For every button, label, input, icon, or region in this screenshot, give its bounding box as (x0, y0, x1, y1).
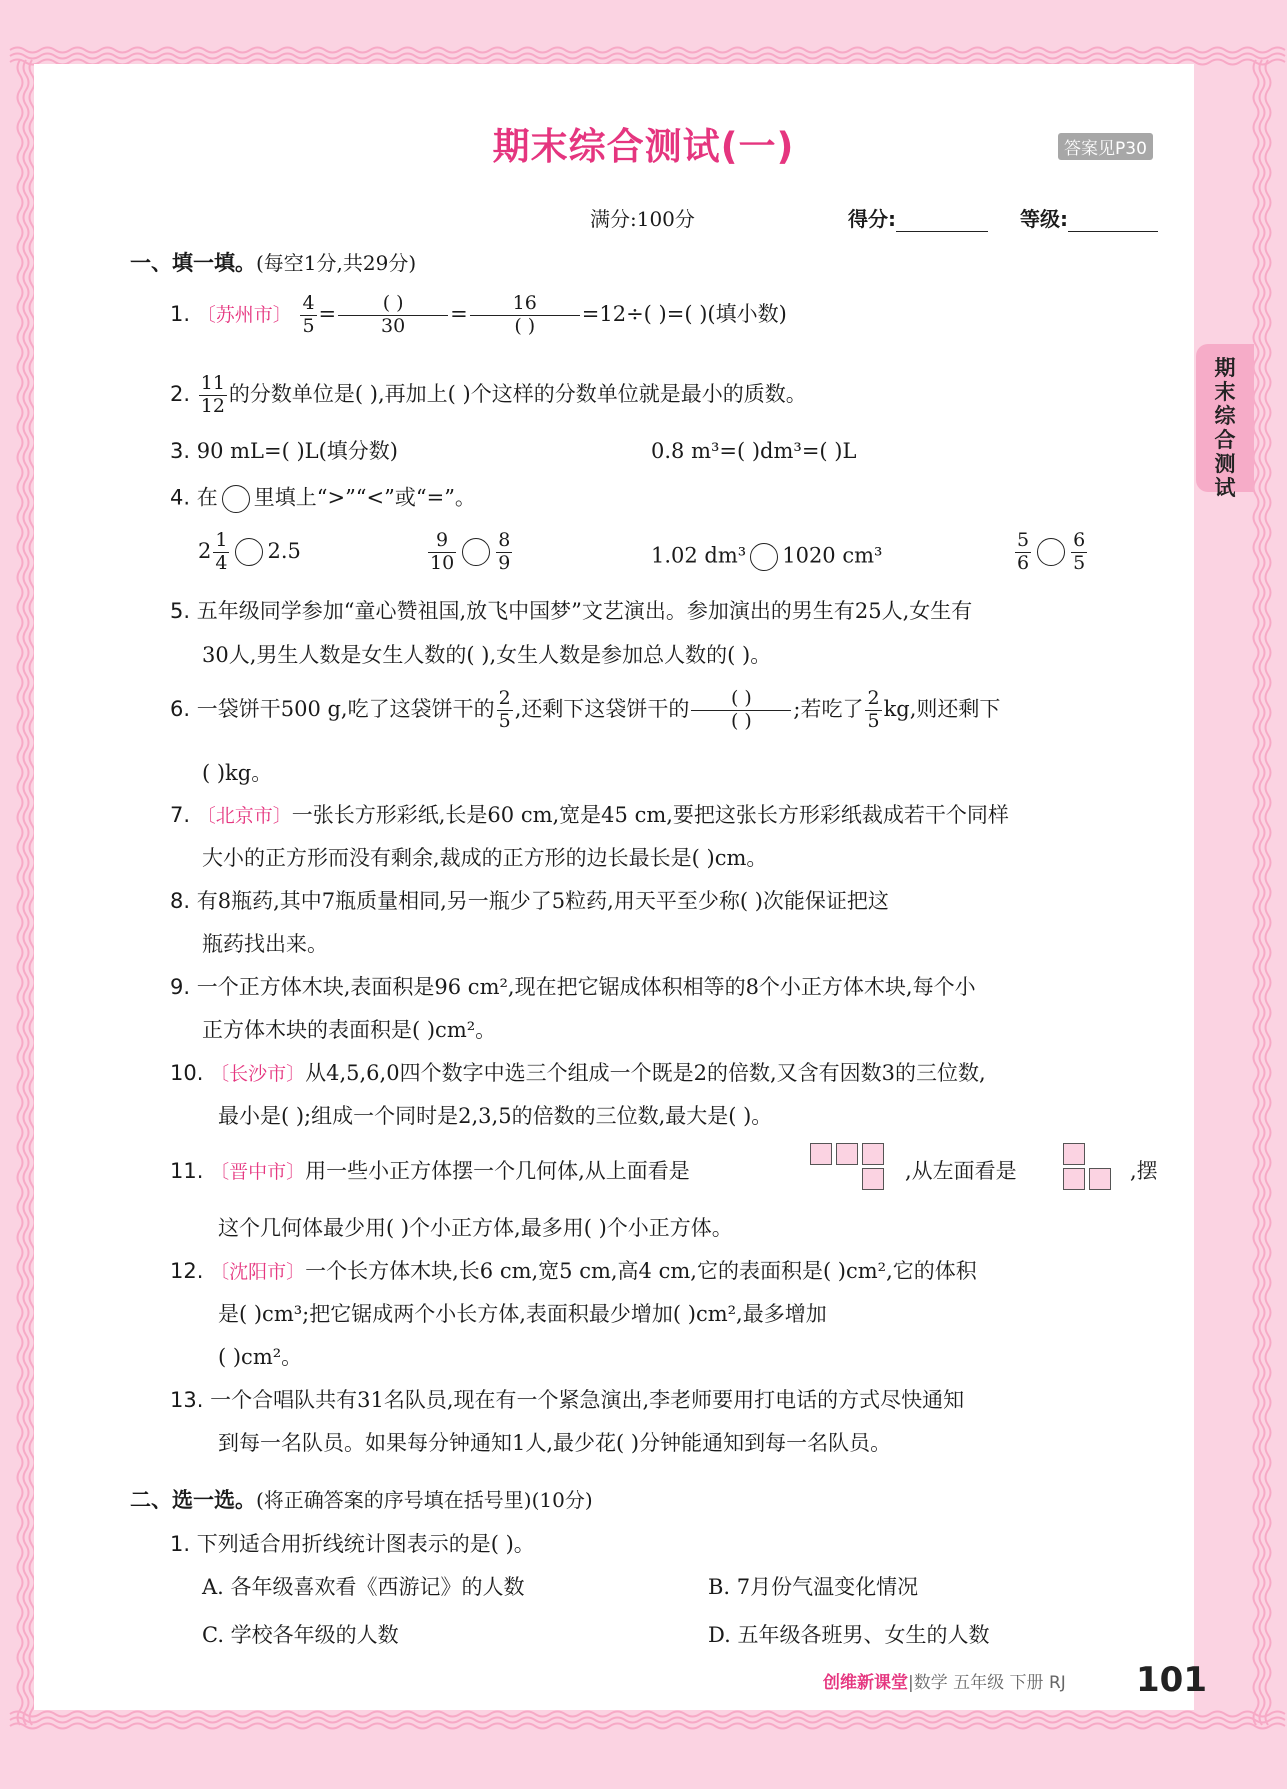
top-view-figure (810, 1143, 890, 1193)
question-number: 9. (170, 975, 191, 999)
question-text: 五年级同学参加“童心赞祖国,放飞中国梦”文艺演出。参加演出的男生有25人,女生有 (196, 599, 973, 623)
fraction: $\frac{9}{10}$ (430, 529, 455, 574)
question-text: 的分数单位是( ),再加上( )个这样的分数单位就是最小的质数。 (228, 381, 807, 406)
question-number: 1. (170, 301, 191, 326)
compare-item-1: 2 $\frac{1}{4}$ 2.5 (198, 529, 301, 574)
score-blank[interactable] (896, 211, 988, 232)
compare-circle[interactable] (462, 538, 490, 566)
left-view-figure (1063, 1143, 1123, 1193)
question-number: 12. (170, 1259, 204, 1283)
section-2-heading (130, 1484, 593, 1514)
question-4 (170, 485, 476, 513)
section-2-note: (将正确答案的序号填在括号里)(10分) (256, 1488, 593, 1512)
border-wave-line (1266, 60, 1271, 1725)
border-wave-line (10, 54, 1285, 59)
border-wave-line (10, 1718, 1285, 1723)
option-d[interactable]: D. 五年级各班男、女生的人数 (708, 1623, 990, 1647)
footer-subject: |数学 五年级 下册 RJ (908, 1673, 1066, 1693)
section-1-heading (130, 247, 416, 277)
question-number: 5. (170, 599, 191, 623)
question-text: 有8瓶药,其中7瓶质量相同,另一瓶少了5粒药,用天平至少称( )次能保证把这 (196, 889, 889, 913)
fraction-blank[interactable]: $\frac{( )}{30}$ (338, 293, 448, 338)
border-wave-line (1254, 60, 1259, 1725)
compare-item-3: 1.02 dm³ 1020 cm³ (651, 543, 882, 571)
equals-sign: = (318, 301, 337, 326)
question-11-mid: ,从左面看是 (905, 1159, 1017, 1183)
section-2-title: 二、选一选。 (130, 1488, 256, 1512)
region-tag: 〔北京市〕 (196, 805, 292, 827)
footer-brand: 创维新课堂 (823, 1673, 908, 1693)
question-text: 下列适合用折线统计图表示的是( )。 (196, 1532, 535, 1556)
fraction-blank[interactable]: $\frac{16}{( )}$ (470, 293, 580, 338)
question-11-end: ,摆 (1130, 1159, 1158, 1183)
question-text: ,还剩下这袋饼干的 (514, 696, 690, 721)
fraction: $\frac{1}{4}$ (215, 529, 228, 574)
answer-reference-badge: 答案见P30 (1058, 133, 1153, 160)
question-text: 从4,5,6,0四个数字中选三个组成一个既是2的倍数,又含有因数3的三位数, (305, 1061, 986, 1085)
question-text: 一个长方体木块,长6 cm,宽5 cm,高4 cm,它的表面积是( )cm²,它的体积 (305, 1259, 977, 1283)
grid-cell (836, 1143, 858, 1165)
region-tag: 〔苏州市〕 (196, 303, 292, 326)
question-12 (170, 1261, 977, 1282)
question-text: 90 mL=( )L(填分数) (196, 439, 398, 463)
question-text: =12÷( )=( )(填小数) (581, 301, 787, 326)
question-8-line-2: 瓶药找出来。 (202, 932, 328, 956)
question-6-line-2: ( )kg。 (202, 761, 273, 785)
question-text: 一袋饼干500 g,吃了这袋饼干的 (196, 696, 495, 721)
question-number: 6. (170, 696, 191, 721)
question-text: 里填上“>”“<”或“=”。 (253, 485, 476, 510)
grade-blank[interactable] (1068, 211, 1158, 232)
question-text: 一个合唱队共有31名队员,现在有一个紧急演出,李老师要用打电话的方式尽快通知 (210, 1388, 965, 1412)
fraction: $\frac{6}{5}$ (1073, 529, 1086, 574)
question-number: 4. (170, 485, 191, 510)
border-wave-line (24, 60, 29, 1725)
question-12-line-3: ( )cm²。 (218, 1345, 303, 1369)
region-tag: 〔晋中市〕 (210, 1161, 306, 1183)
question-9-line-2: 正方体木块的表面积是( )cm²。 (202, 1018, 497, 1042)
question-3-part-b: 0.8 m³=( )dm³=( )L (651, 439, 857, 463)
border-wave-line (10, 48, 1285, 53)
border-wave-line (1260, 60, 1265, 1725)
grid-cell (1089, 1168, 1111, 1190)
question-number: 1. (170, 1532, 191, 1556)
question-13 (170, 1390, 964, 1411)
fraction: $\frac{4}{5}$ (302, 292, 315, 337)
question-7-line-2: 大小的正方形而没有剩余,裁成的正方形的边长最长是( )cm。 (202, 846, 768, 870)
question-5 (170, 601, 972, 622)
question-10-line-2: 最小是( );组成一个同时是2,3,5的倍数的三位数,最大是( )。 (218, 1104, 773, 1128)
question-text: 一张长方形彩纸,长是60 cm,宽是45 cm,要把这张长方形彩纸裁成若干个同样 (291, 803, 1009, 827)
compare-circle[interactable] (1037, 538, 1065, 566)
compare-circle[interactable] (750, 543, 778, 571)
footer-info (823, 1668, 1066, 1693)
page-title: 期末综合测试(一) (492, 125, 795, 168)
region-tag: 〔长沙市〕 (210, 1063, 306, 1085)
question-1 (170, 293, 787, 338)
question-8 (170, 891, 889, 912)
side-tab (1196, 344, 1254, 500)
question-5-line-2: 30人,男生人数是女生人数的( ),女生人数是参加总人数的( )。 (202, 643, 772, 667)
compare-circle[interactable] (235, 538, 263, 566)
fraction: $\frac{5}{6}$ (1017, 529, 1030, 574)
score-label: 得分: (848, 207, 896, 231)
full-score: 满分:100分 (590, 207, 695, 231)
question-12-line-2: 是( )cm³;把它锯成两个小长方体,表面积最少增加( )cm²,最多增加 (218, 1302, 827, 1326)
question-number: 3. (170, 439, 191, 463)
grid-cell (1063, 1168, 1085, 1190)
border-wave-line (18, 60, 23, 1725)
question-text: 用一些小正方体摆一个几何体,从上面看是 (305, 1159, 690, 1183)
border-wave-line (10, 1712, 1285, 1717)
question-number: 8. (170, 889, 191, 913)
section-1-note: (每空1分,共29分) (256, 251, 417, 275)
question-10 (170, 1063, 986, 1084)
fraction: $\frac{2}{5}$ (498, 687, 511, 732)
option-a[interactable]: A. 各年级喜欢看《西游记》的人数 (202, 1575, 525, 1599)
grid-cell (810, 1143, 832, 1165)
question-6 (170, 688, 1000, 733)
choice-question-1 (170, 1534, 535, 1555)
question-number: 2. (170, 381, 191, 406)
region-tag: 〔沈阳市〕 (210, 1261, 306, 1283)
question-7 (170, 805, 1009, 826)
border-wave-line (10, 1724, 1285, 1729)
question-11-line-2: 这个几何体最少用( )个小正方体,最多用( )个小正方体。 (218, 1216, 733, 1240)
fraction: $\frac{2}{5}$ (867, 687, 880, 732)
grade-field (1020, 203, 1158, 232)
question-text: ;若吃了 (793, 696, 864, 721)
circle-icon (222, 485, 250, 513)
question-text: 在 (196, 485, 218, 510)
question-number: 11. (170, 1159, 204, 1183)
page-number: 101 (1136, 1660, 1207, 1700)
question-number: 10. (170, 1061, 204, 1085)
option-c[interactable]: C. 学校各年级的人数 (202, 1623, 399, 1647)
fraction: $\frac{11}{12}$ (200, 372, 225, 417)
grid-cell (862, 1168, 884, 1190)
question-text: 一个正方体木块,表面积是96 cm²,现在把它锯成体积相等的8个小正方体木块,每个小 (196, 975, 976, 999)
equals-sign: = (450, 301, 468, 326)
grid-cell (1063, 1143, 1085, 1165)
question-11 (170, 1161, 690, 1182)
score-field (848, 203, 988, 232)
section-1-title: 一、填一填。 (130, 251, 256, 275)
grade-label: 等级: (1020, 207, 1068, 231)
question-3 (170, 441, 398, 462)
question-2 (170, 373, 807, 418)
question-text: kg,则还剩下 (883, 696, 1001, 721)
side-tab-label: 期末综合测试 (1214, 356, 1236, 500)
fraction: $\frac{8}{9}$ (498, 529, 511, 574)
option-b[interactable]: B. 7月份气温变化情况 (708, 1575, 919, 1599)
grid-cell (862, 1143, 884, 1165)
question-13-line-2: 到每一名队员。如果每分钟通知1人,最少花( )分钟能通知到每一名队员。 (218, 1431, 892, 1455)
question-number: 13. (170, 1388, 204, 1412)
compare-item-2 (426, 530, 514, 575)
fraction-blank[interactable]: $\frac{( )}{( )}$ (691, 688, 791, 733)
question-9 (170, 977, 976, 998)
compare-item-4 (1013, 530, 1089, 575)
question-number: 7. (170, 803, 191, 827)
